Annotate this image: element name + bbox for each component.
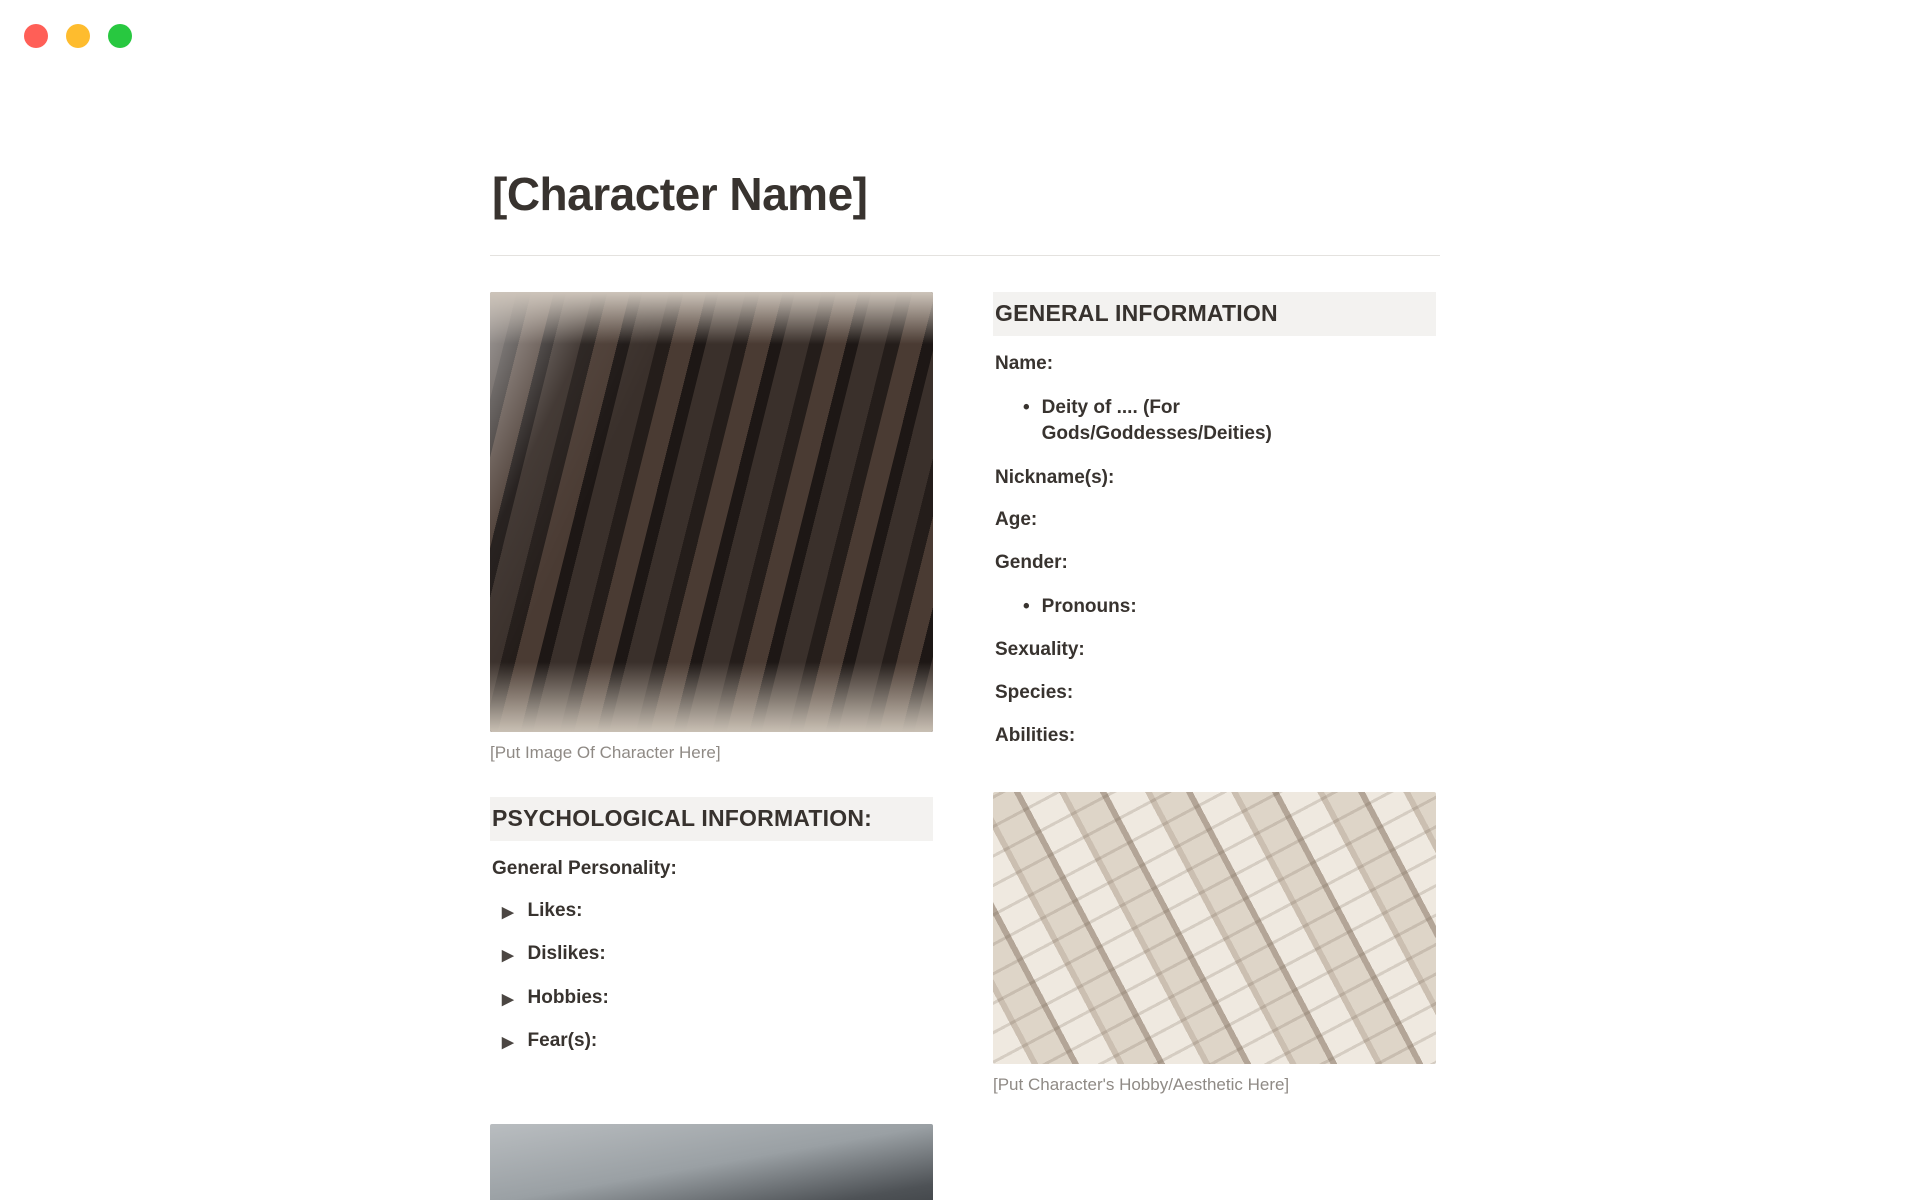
traffic-lights	[24, 24, 132, 48]
character-image[interactable]	[490, 292, 933, 732]
field-general-personality[interactable]: General Personality:	[492, 857, 677, 879]
character-image-block	[490, 292, 933, 765]
hobby-image-block	[993, 792, 1436, 1097]
right-column	[993, 292, 1436, 1104]
toggle-likes[interactable]	[502, 900, 933, 926]
character-image-caption[interactable]: [Put Image Of Character Here]	[490, 742, 721, 762]
general-information-header: GENERAL INFORMATION	[993, 292, 1436, 336]
field-nicknames[interactable]: Nickname(s):	[995, 466, 1115, 488]
maximize-window-button[interactable]	[108, 24, 132, 48]
pronouns-bullet-item[interactable]	[1023, 594, 1436, 621]
window-title-bar	[0, 0, 1920, 72]
name-bullet-item[interactable]	[1023, 395, 1436, 448]
bullet-icon: •	[1023, 396, 1030, 418]
toggle-dislikes-label: Dislikes:	[527, 943, 606, 965]
chevron-right-icon[interactable]: ▶	[502, 903, 514, 921]
name-bullet-label: Deity of .... (For Gods/Goddesses/Deities)	[1041, 396, 1272, 445]
field-gender[interactable]: Gender:	[995, 552, 1068, 574]
document-body	[490, 72, 1440, 1200]
toggle-likes-label: Likes:	[527, 899, 583, 921]
chevron-right-icon[interactable]: ▶	[502, 990, 514, 1008]
minimize-window-button[interactable]	[66, 24, 90, 48]
title-divider	[490, 255, 1440, 256]
two-column-layout	[490, 292, 1440, 1200]
toggle-dislikes[interactable]	[502, 943, 933, 969]
pronouns-label: Pronouns:	[1041, 595, 1137, 617]
room-image[interactable]	[490, 1124, 933, 1200]
psychological-information-header: PSYCHOLOGICAL INFORMATION:	[490, 797, 933, 841]
page-canvas	[0, 72, 1920, 1200]
field-species[interactable]: Species:	[995, 682, 1074, 704]
hobby-image[interactable]	[993, 792, 1436, 1064]
page-title[interactable]: [Character Name]	[492, 168, 868, 220]
toggle-fears-label: Fear(s):	[527, 1030, 598, 1052]
toggle-hobbies[interactable]	[502, 987, 933, 1013]
field-age[interactable]: Age:	[995, 509, 1038, 531]
toggle-hobbies-label: Hobbies:	[527, 986, 609, 1008]
chevron-right-icon[interactable]: ▶	[502, 947, 514, 965]
hobby-image-caption[interactable]: [Put Character's Hobby/Aesthetic Here]	[993, 1075, 1290, 1095]
left-column	[490, 292, 933, 1200]
toggle-fears[interactable]	[502, 1030, 933, 1056]
field-abilities[interactable]: Abilities:	[995, 724, 1076, 746]
field-name[interactable]: Name:	[995, 352, 1054, 374]
chevron-right-icon[interactable]: ▶	[502, 1034, 514, 1052]
field-sexuality[interactable]: Sexuality:	[995, 639, 1085, 661]
close-window-button[interactable]	[24, 24, 48, 48]
bullet-icon: •	[1023, 595, 1030, 617]
